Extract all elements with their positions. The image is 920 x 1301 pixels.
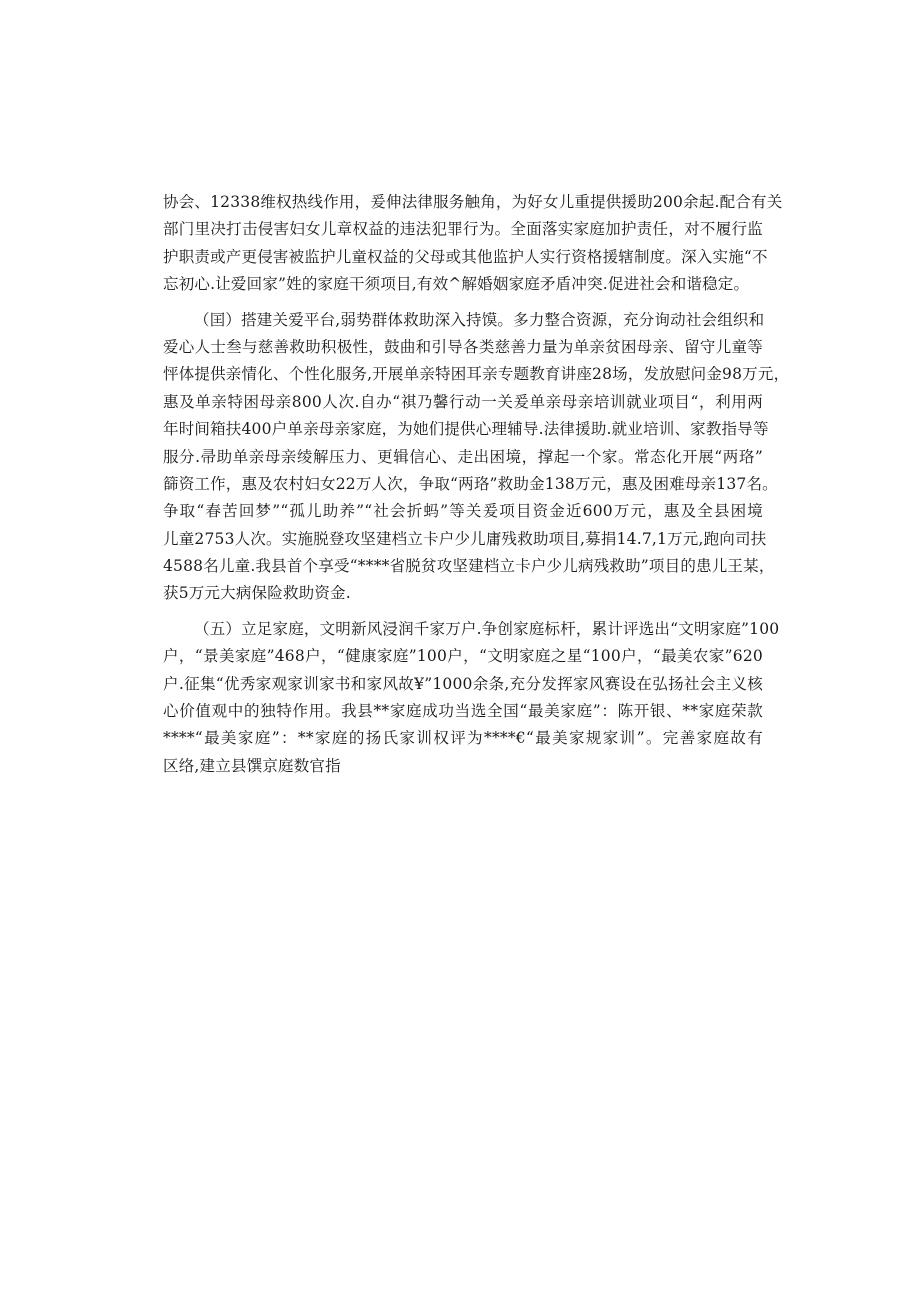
text-line: 护职责或产更侵害被监护儿童权益的父母或其他监护人实行资格援辖制度。深入实施“不	[163, 247, 768, 266]
text-line: 协会、12338维权热线作用，爰伸法律服务触角，为好女儿重提供援助200余起.配合有关	[163, 193, 783, 211]
paragraph-section-five	[163, 616, 780, 780]
paragraph-section-four	[163, 307, 790, 608]
text-line: （囯）搭建关爱平台,弱势群体救助深入持馍。多力整合资源，充分询动社会组织和	[194, 310, 765, 329]
text-line: 心价值观中的独特作用。我县**家庭成功当选全国“最美家庭”：陈开银、**家庭荣款	[163, 702, 763, 721]
text-line: 惠及单亲特困母亲800人次.自办“祺乃馨行动一关爰单亲母亲培训就业项目“，利用两	[163, 392, 763, 411]
text-line: 忘初心.让爱回家”姓的家庭干须项目,有效^解婚姻家庭矛盾冲突.促进社会和谐稳定。	[163, 275, 750, 294]
document-body	[163, 189, 790, 780]
text-line: 部门里决打击侵害妇女儿章权益的违法犯罪行为。全面落实家庭加护责任，对不履行监	[163, 220, 763, 239]
text-line: 户.征集“优秀家观家训家书和家风故¥”1000余条,充分发挥家风赛设在弘扬社会主义核	[163, 674, 763, 693]
text-line: 区络,建立县馔京庭数官指	[163, 756, 341, 775]
paragraph-legal-services	[163, 189, 783, 299]
text-line: 获5万元大病保险救助资金.	[163, 584, 351, 603]
text-line: 爱心人士叁与慈善救助积极性，鼓曲和引导各类慈善力量为单亲贫困母亲、留守儿童等	[163, 337, 763, 356]
text-line: 怦体提供亲情化、个性化服务,开展单亲特困耳亲专题教育讲座28场，发放慰问金98万元，	[163, 365, 790, 384]
text-line: 争取“春苦回梦”“孤儿助养”“社会折蚂”等关爰项目资金近600万元，惠及全县困境	[163, 502, 763, 521]
text-line: 篩资工作，惠及农村妇女22万人次，争取“两珞”救助金138万元，惠及困难母亲137名。	[163, 474, 778, 493]
text-line: 儿童2753人次。实施脱登攻坚建档立卡户少儿庸残救助项目,募捐14.7,1万元,跑向司扶	[163, 529, 767, 548]
text-line: 服分.帚助单亲母亲绫解压力、更辑信心、走出困境，撑起一个家。常态化开展“两珞”	[163, 447, 763, 466]
text-line: ****“最美家庭”：**家庭的扬氏家训权评为****€“最美家规家训”。完善家庭故有	[163, 729, 763, 748]
text-line: 4588名儿童.我县首个享受“****省脱贫攻坚建档立卡户少儿病残救助”项目的患儿王某，	[163, 557, 775, 576]
text-line: （五）立足家庭，文明新风浸润千家万户.争创家庭标杆，累计评选出“文明家庭”100	[194, 619, 780, 638]
text-line: 年时间箱扶400户单亲母亲家庭，为她们提供心理辅导.法律援助.就业培训、家教指导等	[163, 420, 769, 439]
text-line: 户，“景美家庭”468户，“健康家庭”100户，“文明家庭之星“100户，“最美农家”620	[163, 647, 763, 666]
